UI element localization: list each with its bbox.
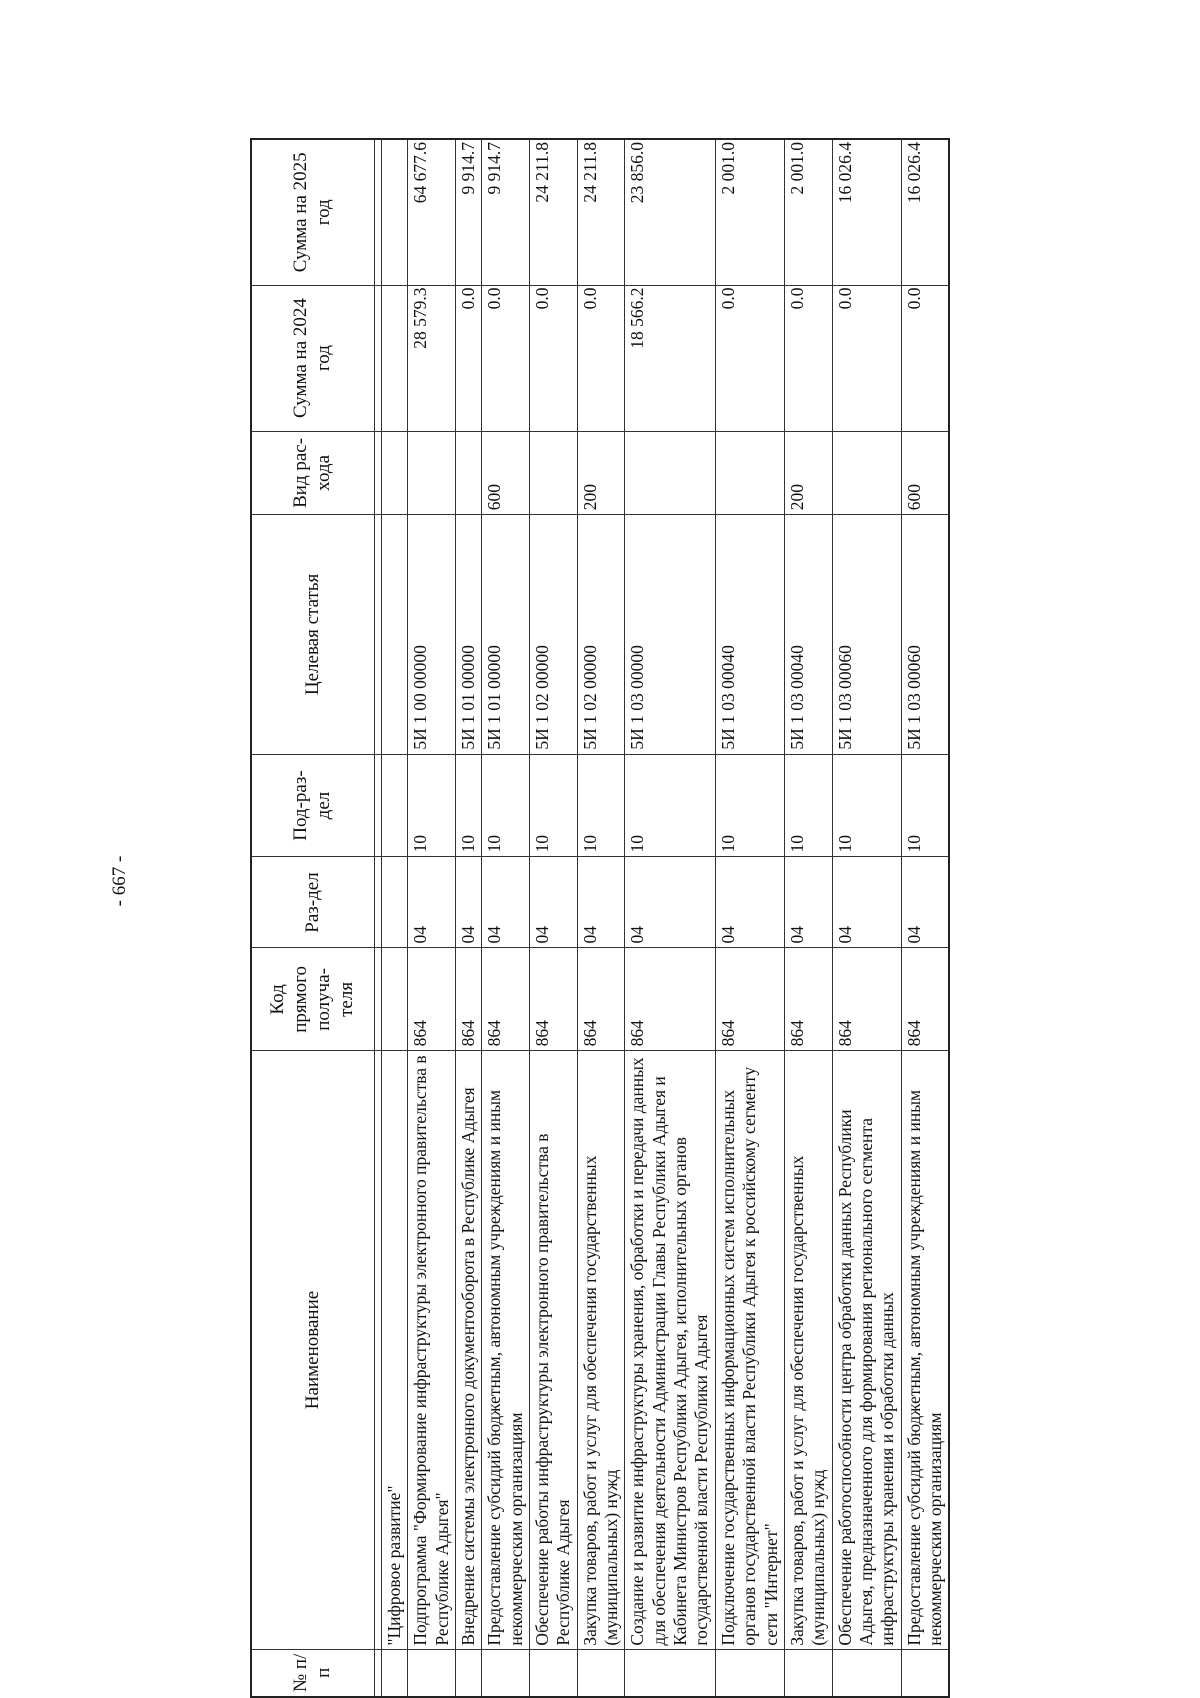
cell-sum2024: 0.0 [482,285,530,431]
cell-article: 5И 1 03 00060 [832,515,901,754]
cell-num [577,1649,625,1697]
cell-subsection: 10 [832,754,901,857]
table-spacer-row [375,139,382,1697]
cell-article: 5И 1 02 00000 [530,515,578,754]
cell-subsection: 10 [625,754,715,857]
cell-expense [408,431,456,515]
cell-recipient: 864 [530,948,578,1051]
cell-article: 5И 1 03 00060 [901,515,949,754]
cell-subsection: 10 [482,754,530,857]
header-name: Наименование [251,1051,375,1649]
cell-name: "Цифровое развитие" [382,1051,408,1649]
cell-sum2025: 23 856.0 [625,139,715,285]
cell-article: 5И 1 00 00000 [408,515,456,754]
table-row [625,139,715,1697]
header-num: № п/п [251,1649,375,1697]
cell-sum2024: 0.0 [715,285,784,431]
cell-name: Предоставление субсидий бюджетным, автономным учреждениям и иным некоммерческим организациям [482,1051,530,1649]
table-row [577,139,625,1697]
table-row [382,139,408,1697]
cell-sum2024: 28 579.3 [408,285,456,431]
cell-subsection: 10 [715,754,784,857]
cell-recipient: 864 [832,948,901,1051]
cell-article: 5И 1 03 00040 [784,515,832,754]
cell-sum2025: 2 001.0 [784,139,832,285]
cell-sum2024: 0.0 [530,285,578,431]
cell-name: Внедрение системы электронного документооборота в Республике Адыгея [456,1051,482,1649]
cell-num [784,1649,832,1697]
cell-article: 5И 1 03 00040 [715,515,784,754]
cell-sum2024 [382,285,408,431]
table-row [901,139,949,1697]
cell-subsection: 10 [901,754,949,857]
cell-recipient: 864 [577,948,625,1051]
header-sum2025: Сумма на 2025 год [251,139,375,285]
cell-num [625,1649,715,1697]
table-row [530,139,578,1697]
cell-subsection: 10 [530,754,578,857]
table-row [715,139,784,1697]
table-header-row [251,139,375,1697]
cell-expense: 600 [901,431,949,515]
cell-recipient: 864 [482,948,530,1051]
cell-sum2024: 0.0 [456,285,482,431]
rotated-table-container [250,138,1160,1698]
cell-name: Подпрограмма "Формирование инфраструктуры электронного правительства в Республике Адыгея" [408,1051,456,1649]
cell-article [382,515,408,754]
cell-section: 04 [901,857,949,948]
cell-expense [715,431,784,515]
cell-subsection: 10 [408,754,456,857]
cell-num [456,1649,482,1697]
table-row [482,139,530,1697]
cell-sum2025: 2 001.0 [715,139,784,285]
cell-num [482,1649,530,1697]
cell-recipient: 864 [784,948,832,1051]
cell-recipient: 864 [625,948,715,1051]
cell-section: 04 [482,857,530,948]
cell-section: 04 [530,857,578,948]
cell-subsection: 10 [577,754,625,857]
cell-expense [625,431,715,515]
cell-section: 04 [715,857,784,948]
cell-name: Обеспечение работоспособности центра обработки данных Республики Адыгея, предназначенного для формирования регионального сегмента инфраструктуры хранения и обработки данных [832,1051,901,1649]
cell-subsection: 10 [784,754,832,857]
cell-num [715,1649,784,1697]
cell-section [382,857,408,948]
cell-name: Закупка товаров, работ и услуг для обеспечения государственных (муниципальных) нужд [577,1051,625,1649]
page-number: - 667 - [109,855,130,907]
table-row [408,139,456,1697]
budget-table [250,138,950,1698]
cell-recipient: 864 [408,948,456,1051]
cell-num [832,1649,901,1697]
header-section: Раз-дел [251,857,375,948]
header-recipient: Код прямого получа-теля [251,948,375,1051]
cell-sum2025: 16 026.4 [901,139,949,285]
cell-sum2025: 16 026.4 [832,139,901,285]
cell-subsection [382,754,408,857]
cell-sum2025: 24 211.8 [530,139,578,285]
cell-sum2024: 18 566.2 [625,285,715,431]
cell-num [382,1649,408,1697]
cell-recipient [382,948,408,1051]
cell-expense [456,431,482,515]
cell-expense [530,431,578,515]
cell-section: 04 [784,857,832,948]
cell-name: Подключение государственных информационных систем исполнительных органов государственной власти Республики Адыгея к российскому сегменту сети "Интернет" [715,1051,784,1649]
table-row [456,139,482,1697]
cell-expense: 600 [482,431,530,515]
cell-expense: 200 [577,431,625,515]
cell-section: 04 [832,857,901,948]
cell-section: 04 [625,857,715,948]
cell-expense: 200 [784,431,832,515]
cell-recipient: 864 [901,948,949,1051]
cell-name: Закупка товаров, работ и услуг для обеспечения государственных (муниципальных) нужд [784,1051,832,1649]
table-row [832,139,901,1697]
header-sum2024: Сумма на 2024 год [251,285,375,431]
cell-name: Обеспечение работы инфраструктуры электронного правительства в Республике Адыгея [530,1051,578,1649]
cell-sum2025: 9 914.7 [482,139,530,285]
cell-article: 5И 1 02 00000 [577,515,625,754]
cell-name: Предоставление субсидий бюджетным, автономным учреждениям и иным некоммерческим организациям [901,1051,949,1649]
table-row [784,139,832,1697]
cell-article: 5И 1 03 00000 [625,515,715,754]
cell-num [408,1649,456,1697]
cell-subsection: 10 [456,754,482,857]
cell-article: 5И 1 01 00000 [482,515,530,754]
cell-expense [832,431,901,515]
cell-num [901,1649,949,1697]
cell-section: 04 [577,857,625,948]
cell-sum2025: 64 677.6 [408,139,456,285]
cell-section: 04 [456,857,482,948]
cell-num [530,1649,578,1697]
cell-sum2024: 0.0 [832,285,901,431]
cell-sum2025 [382,139,408,285]
cell-sum2024: 0.0 [577,285,625,431]
cell-recipient: 864 [456,948,482,1051]
cell-sum2025: 9 914.7 [456,139,482,285]
cell-recipient: 864 [715,948,784,1051]
cell-sum2025: 24 211.8 [577,139,625,285]
header-subsection: Под-раз-дел [251,754,375,857]
cell-sum2024: 0.0 [784,285,832,431]
header-article: Целевая статья [251,515,375,754]
cell-name: Создание и развитие инфраструктуры хранения, обработки и передачи данных для обеспечения деятельности Администрации Главы Республики Адыгея и Кабинета Министров Республики Адыгея, исполнительных органов государственной власти Республики Адыгея [625,1051,715,1649]
cell-sum2024: 0.0 [901,285,949,431]
cell-article: 5И 1 01 00000 [456,515,482,754]
cell-expense [382,431,408,515]
header-expense: Вид рас-хода [251,431,375,515]
cell-section: 04 [408,857,456,948]
